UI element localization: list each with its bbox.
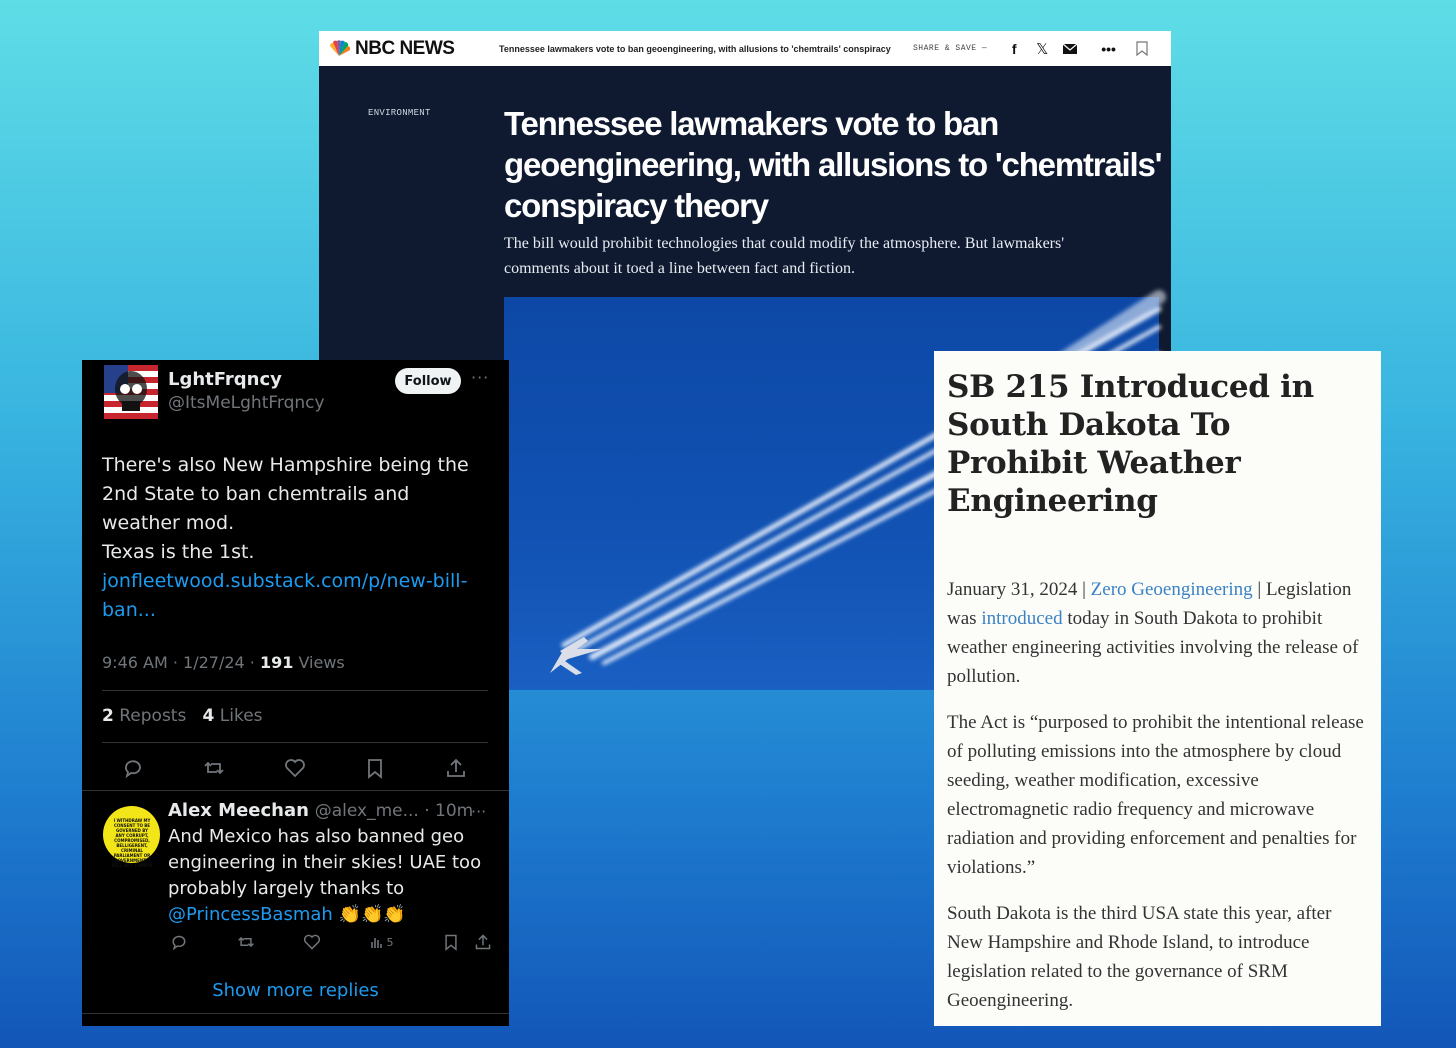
author-name[interactable]: LghtFrqncy [168,369,282,390]
bookmark-icon[interactable] [364,757,386,779]
tweet-meta [102,653,345,672]
repost-icon[interactable] [237,933,255,951]
peacock-icon [327,41,351,57]
nbc-top-bar [319,31,1171,66]
share-icon[interactable] [445,757,467,779]
divider [102,742,488,743]
more-icon[interactable]: ••• [1101,40,1116,57]
source-link[interactable]: Zero Geoengineering [1090,579,1253,600]
divider [82,790,509,791]
views-label: Views [293,653,345,672]
reply-body [168,824,488,928]
views-count: 191 [259,653,294,672]
tweet-link[interactable]: jonfleetwood.substack.com/p/new-bill-ban... [102,570,468,621]
nbc-logo[interactable] [327,38,477,60]
like-icon[interactable] [284,757,306,779]
reply-views-count: 5 [386,935,394,949]
likes-stat[interactable] [203,706,263,726]
reply-header [168,800,473,821]
author-handle[interactable]: @ItsMeLghtFrqncy [168,393,325,413]
article-title: SB 215 Introduced in South Dakota To Prohibit Weather Engineering [947,369,1314,519]
bookmark-icon[interactable] [1135,41,1149,56]
nbc-wordmark: NBC NEWS [355,37,455,59]
reply-avatar[interactable] [103,806,160,868]
share-icon[interactable] [474,933,492,951]
p1-end: today in South Dakota to prohibit weather engineering activities involving the release of pollution. [947,608,1359,687]
article-paragraph-2: The Act is “purposed to prohibit the intentional release of polluting emissions into the atmosphere by cloud seeding, weather modification, excessive electromagnetic radio frequency and microwave radiation and providing enforcement and penalties for violations.” [947,712,1364,878]
more-icon[interactable]: ··· [471,802,487,821]
reply-icon[interactable] [122,757,144,779]
show-more-replies-button[interactable]: Show more replies [82,980,509,1001]
avatar-text: I WITHDRAW MY CONSENT TO BE GOVERNED BY ANY CORRUPT, COMPROMISED, BELLIGERENT, CRIMINAL PARLIAMENT OR GOVERNMENT. I WILL NOT COMPLY [111,818,153,868]
avatar[interactable] [104,365,158,419]
tweet-text: There's also New Hampshire being the 2nd State to ban chemtrails and weather mod. Texas is the 1st. [102,454,469,563]
reply-handle[interactable]: @alex_me... · 10m [314,801,474,821]
follow-button[interactable]: Follow [395,368,461,394]
reply-text: And Mexico has also banned geo engineering in their skies! UAE too probably largely thanks to [168,826,482,899]
separator: | [1252,579,1266,600]
likes-label: Likes [214,706,263,726]
share-save-label: SHARE & SAVE — [913,44,988,53]
reply-extra-actions [442,933,492,951]
article-paragraph-1 [947,575,1372,691]
likes-count: 4 [202,706,215,726]
article-paragraph-3: South Dakota is the third USA state this year, after New Hampshire and Rhode Island, to introduce legislation related to the governance of SRM Geoengineering. [947,903,1332,1011]
reposts-count: 2 [102,706,114,726]
clap-emoji: 👏👏👏 [332,904,406,925]
reply-icon[interactable] [170,933,188,951]
reply-views[interactable] [370,935,394,949]
reply-actions [170,933,492,951]
article-date: January 31, 2024 [947,579,1078,600]
tweet-actions [122,757,467,779]
article-headline: Tennessee lawmakers vote to ban geoengineering, with allusions to 'chemtrails' conspiracy theory [504,105,1162,224]
email-icon[interactable] [1063,44,1077,54]
article-dek: The bill would prohibit technologies that could modify the atmosphere. But lawmakers' comments about it toed a line between fact and fiction. [504,235,1065,277]
more-icon[interactable]: ··· [471,368,490,387]
tweet-body [102,451,492,625]
facebook-icon[interactable]: f [1011,40,1017,57]
introduced-link[interactable]: introduced [981,608,1063,629]
bar-headline: Tennessee lawmakers vote to ban geoengineering, with allusions to 'chemtrails' conspiracy [499,43,891,54]
reposts-stat[interactable] [102,706,186,726]
repost-icon[interactable] [203,757,225,779]
divider [82,1013,509,1014]
like-icon[interactable] [303,933,321,951]
views-icon [370,935,384,949]
sd-article-panel [934,351,1381,1026]
p1-start: Legislation was [947,579,1352,629]
tweet-panel [82,360,509,1026]
reposts-label: Reposts [113,706,187,726]
tweet-stats [102,706,263,726]
section-label[interactable]: ENVIRONMENT [368,108,431,118]
reply-mention[interactable]: @PrincessBasmah [168,904,333,925]
reply-author-name[interactable]: Alex Meechan [168,800,309,821]
tweet-time[interactable]: 9:46 AM · 1/27/24 · [102,653,260,672]
x-icon[interactable]: 𝕏 [1036,40,1049,58]
divider [102,690,488,691]
separator: | [1077,579,1091,600]
bookmark-icon[interactable] [442,933,460,951]
